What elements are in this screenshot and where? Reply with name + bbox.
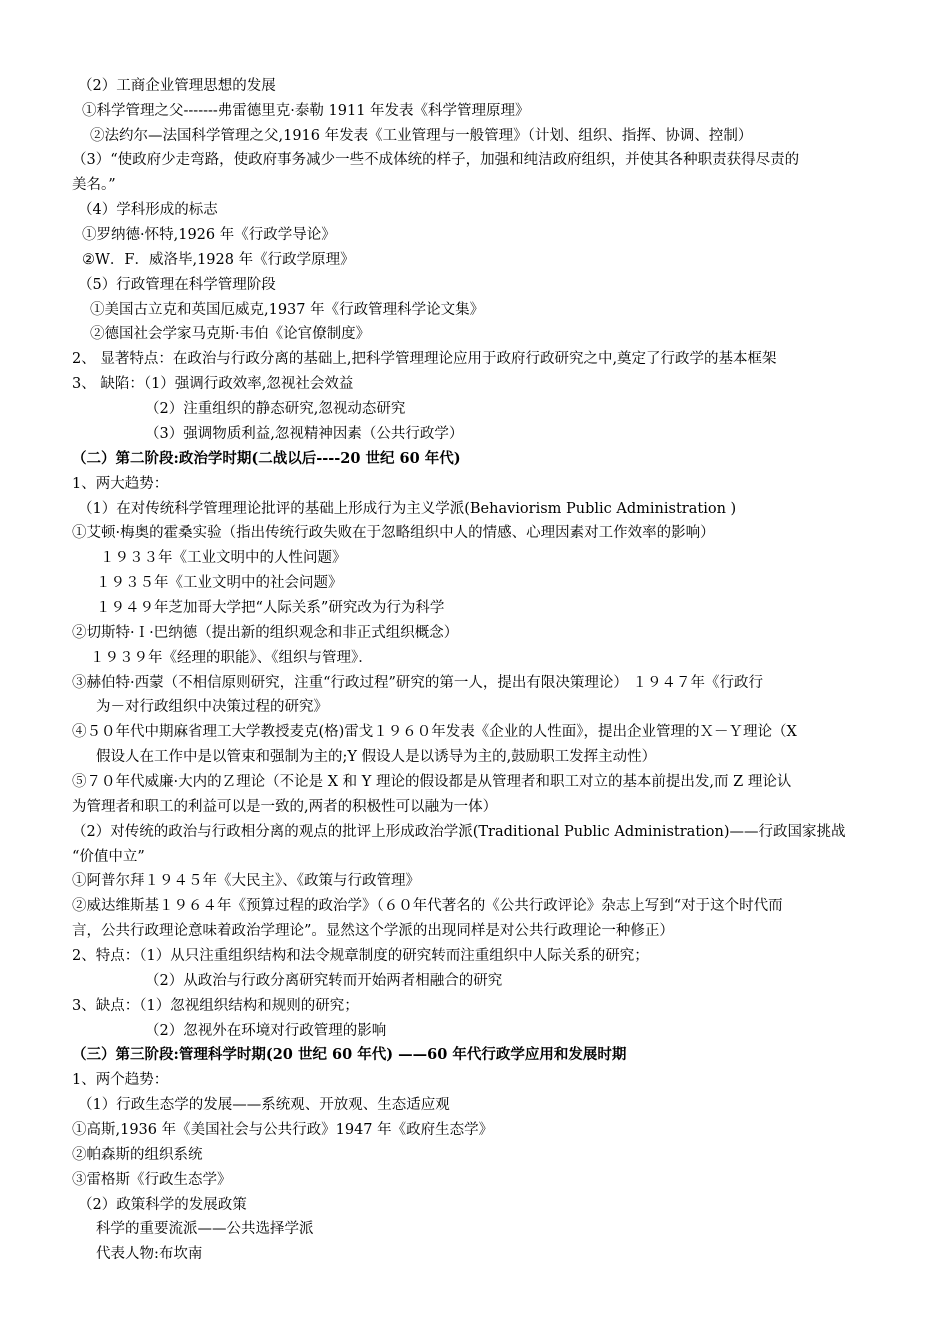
text-line: 假设人在工作中是以管束和强制为主的;Y 假设人是以诱导为主的,鼓励职工发挥主动性） (96, 749, 657, 765)
text-line: 1、两大趋势： (72, 476, 169, 492)
text-line: ①科学管理之父-------弗雷德里克·泰勒 1911 年发表《科学管理原理》 (82, 103, 530, 119)
text-line: ②切斯特·Ｉ·巴纳德（提出新的组织观念和非正式组织概念） (72, 625, 459, 641)
text-line: “价值中立” (72, 849, 145, 865)
text-line: （3）“使政府少走弯路，使政府事务减少一些不成体统的样子，加强和纯洁政府组织，并使其各种职责获得尽责的 (72, 152, 800, 168)
text-line: （1）行政生态学的发展——系统观、开放观、生态适应观 (78, 1097, 450, 1113)
text-line: （2）工商企业管理思想的发展 (78, 78, 276, 94)
text-line: 2、特点：（1）从只注重组织结构和法令规章制度的研究转而注重组织中人际关系的研究； (72, 948, 649, 964)
text-line: ①艾顿·梅奥的霍桑实验（指出传统行政失败在于忽略组织中人的情感、心理因素对工作效率的影响） (72, 525, 715, 541)
text-line: ②威达维斯基１９６４年《预算过程的政治学》（６０年代著名的《公共行政评论》杂志上写到“对于这个时代而 (72, 898, 783, 914)
text-line: （2）忽视外在环境对行政管理的影响 (145, 1023, 387, 1039)
text-line: ②W．F．威洛毕,1928 年《行政学原理》 (82, 252, 355, 268)
text-line: 3、 缺陷：（1）强调行政效率,忽视社会效益 (72, 376, 354, 392)
text-line: （1）在对传统科学管理理论批评的基础上形成行为主义学派(Behaviorism Public Administration ) (78, 501, 737, 517)
text-line: １９３９年《经理的职能》、《组织与管理》． (90, 650, 373, 666)
text-line: 2、 显著特点：在政治与行政分离的基础上,把科学管理理论应用于政府行政研究之中,奠定了行政学的基本框架 (72, 351, 777, 367)
text-line: ②法约尔—法国科学管理之父,1916 年发表《工业管理与一般管理》（计划、组织、指挥、协调、控制） (90, 128, 753, 144)
text-line: ②德国社会学家马克斯·韦伯《论官僚制度》 (90, 326, 371, 342)
text-line: 为－对行政组织中决策过程的研究》 (96, 699, 328, 715)
text-line: １９３５年《工业文明中的社会问题》 (96, 575, 343, 591)
text-line: 代表人物:布坎南 (96, 1246, 203, 1262)
section-heading: （二）第二阶段:政治学时期(二战以后----20 世纪 60 年代) (72, 450, 461, 467)
text-line: １９３３年《工业文明中的人性问题》 (100, 550, 347, 566)
text-line: （3）强调物质利益,忽视精神因素（公共行政学） (145, 426, 464, 442)
text-line: ②帕森斯的组织系统 (72, 1147, 203, 1163)
text-line: 言，公共行政理论意味着政治学理论”。显然这个学派的出现同样是对公共行政理论一种修正） (72, 923, 674, 939)
text-line: ①罗纳德·怀特,1926 年《行政学导论》 (82, 227, 336, 243)
text-line: ⑤７０年代威廉·大内的Ｚ理论（不论是 X 和 Y 理论的假设都是从管理者和职工对立的基本前提出发,而 Z 理论认 (72, 774, 792, 790)
text-line: （2）从政治与行政分离研究转而开始两者相融合的研究 (145, 973, 503, 989)
text-line: （2）对传统的政治与行政相分离的观点的批评上形成政治学派(Traditional Public Administration)——行政国家挑战 (72, 824, 846, 840)
text-line: ①美国古立克和英国厄威克,1937 年《行政管理科学论文集》 (90, 302, 485, 318)
text-line: ①阿普尔拜１９４５年《大民主》、《政策与行政管理》 (72, 873, 420, 889)
section-heading: （三）第三阶段:管理科学时期(20 世纪 60 年代) ——60 年代行政学应用和发展时期 (72, 1046, 627, 1063)
text-line: １９４９年芝加哥大学把“人际关系”研究改为行为科学 (96, 600, 445, 616)
text-line: （5）行政管理在科学管理阶段 (78, 277, 276, 293)
text-line: ①高斯,1936 年《美国社会与公共行政》1947 年《政府生态学》 (72, 1122, 494, 1138)
text-line: 美名。” (72, 177, 116, 193)
text-line: 科学的重要流派——公共选择学派 (96, 1221, 314, 1237)
text-line: 为管理者和职工的利益可以是一致的,两者的积极性可以融为一体） (72, 799, 498, 815)
text-line: （2）注重组织的静态研究,忽视动态研究 (145, 401, 406, 417)
text-line: ④５０年代中期麻省理工大学教授麦克(格)雷戈１９６０年发表《企业的人性面》，提出企业管理的Ｘ－Ｙ理论（X (72, 724, 797, 740)
text-line: （2）政策科学的发展政策 (78, 1197, 247, 1213)
text-line: （4）学科形成的标志 (78, 202, 218, 218)
text-line: ③赫伯特·西蒙（不相信原则研究，注重“行政过程”研究的第一人，提出有限决策理论） １９４７年《行政行 (72, 675, 764, 691)
text-line: 1、两个趋势： (72, 1072, 169, 1088)
text-line: 3、缺点：（1）忽视组织结构和规则的研究； (72, 998, 359, 1014)
text-line: ③雷格斯《行政生态学》 (72, 1172, 232, 1188)
